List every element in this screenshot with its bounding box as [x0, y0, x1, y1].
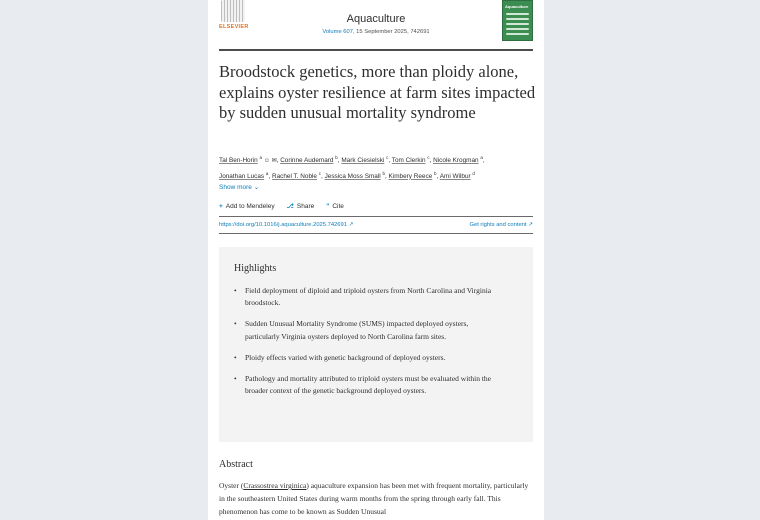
- divider: [219, 233, 533, 234]
- cite-button[interactable]: ” Cite: [326, 203, 344, 210]
- highlight-item: • Pathology and mortality attributed to triploid oysters must be evaluated within the broader context of the genetic background deployed oysters.: [234, 373, 491, 395]
- header-divider: [219, 49, 533, 51]
- author[interactable]: Rachel T. Noble $^c$: [271, 170, 322, 180]
- share-icon: ⎇: [286, 203, 294, 210]
- cover-wave: [506, 18, 529, 20]
- highlights-title: Highlights: [234, 263, 277, 274]
- abstract-title: Abstract: [219, 459, 253, 470]
- volume-date: , 15 September 2025, 742691: [352, 29, 430, 35]
- highlight-item: • Ploidy effects varied with genetic background of deployed oysters.: [234, 352, 446, 362]
- highlight-item: • Field deployment of diploid and triploid oysters from North Carolina and Virginia broodstock.: [234, 286, 492, 308]
- author[interactable]: Jessica Moss Small $^b$: [324, 170, 385, 180]
- divider: [219, 216, 533, 217]
- species-link[interactable]: Crassostrea virginica: [243, 481, 307, 490]
- person-mail-icon[interactable]: ☺ ✉: [263, 158, 277, 165]
- author[interactable]: Mark Ciesielski $^c$: [341, 155, 389, 165]
- chevron-down-icon: ⌄: [253, 184, 260, 191]
- abstract-body: Oyster (Crassostrea virginica) aquaculture expansion has been met with frequent mortality, particularly in the southeastern United States during warm months from the spring through early fall. This phenomenon has come to be known as Sudden Unusual: [219, 481, 529, 516]
- quote-icon: ”: [326, 203, 330, 210]
- highlights-box: [219, 247, 533, 442]
- highlights-list: [234, 285, 504, 406]
- cover-wave: [506, 28, 529, 30]
- share-button[interactable]: ⎇ Share: [286, 203, 315, 210]
- cover-title: Aquaculture: [505, 4, 529, 9]
- author[interactable]: Tom Clerkin $^c$: [391, 155, 430, 165]
- journal-name[interactable]: Aquaculture: [346, 13, 406, 25]
- external-link-icon: ↗: [348, 222, 354, 228]
- journal-volume: [219, 29, 533, 35]
- show-more-label: Show more: [219, 184, 252, 191]
- volume-link[interactable]: Volume 607: [322, 29, 353, 35]
- author[interactable]: Jonathan Lucas $^a$: [219, 170, 269, 180]
- doi-link[interactable]: https://doi.org/10.1016/j.aquaculture.2025.742691 ↗: [219, 222, 354, 228]
- plus-icon: +: [219, 203, 223, 210]
- cover-wave: [506, 33, 529, 35]
- journal-cover[interactable]: [502, 0, 533, 41]
- author-list: Tal Ben-Horin $^a$ ☺ ✉, Corinne Audemard $^b$, Mark Ciesielski $^c$, Tom Clerkin $^c$, Nicole Krogman $^a$, Jonathan Lucas $^a$, Rachel T. Noble $^c$, Jessica Moss Small $^b$, Kimbery Reece $^b$, Ami Wilbur $^d$: [219, 155, 485, 180]
- article-page: [208, 0, 544, 520]
- author[interactable]: Tal Ben-Horin $^a$ ☺ ✉: [219, 155, 277, 165]
- journal-header: [219, 0, 533, 50]
- article-links: [219, 222, 533, 228]
- author[interactable]: Nicole Krogman $^a$: [433, 155, 483, 165]
- add-mendeley-button[interactable]: + Add to Mendeley: [219, 203, 275, 210]
- show-more-button[interactable]: [219, 183, 259, 191]
- article-actions: [219, 202, 354, 210]
- rights-link[interactable]: Get rights and content ↗: [469, 222, 533, 228]
- highlight-item: • Sudden Unusual Mortality Syndrome (SUMS) impacted deployed oysters, particularly Virginia oysters deployed to North Carolina farm sites.: [234, 319, 469, 341]
- cover-wave: [506, 13, 529, 15]
- author[interactable]: Ami Wilbur $^d$: [439, 170, 475, 180]
- cover-wave: [506, 23, 529, 25]
- external-link-icon: ↗: [528, 222, 533, 228]
- publisher-name: ELSEVIER: [219, 24, 249, 30]
- author[interactable]: Corinne Audemard $^b$: [280, 155, 338, 165]
- article-title: Broodstock genetics, more than ploidy alone, explains oyster resilience at farm sites impacted by sudden unusual mortality syndrome: [219, 62, 536, 122]
- author[interactable]: Kimbery Reece $^b$: [388, 170, 437, 180]
